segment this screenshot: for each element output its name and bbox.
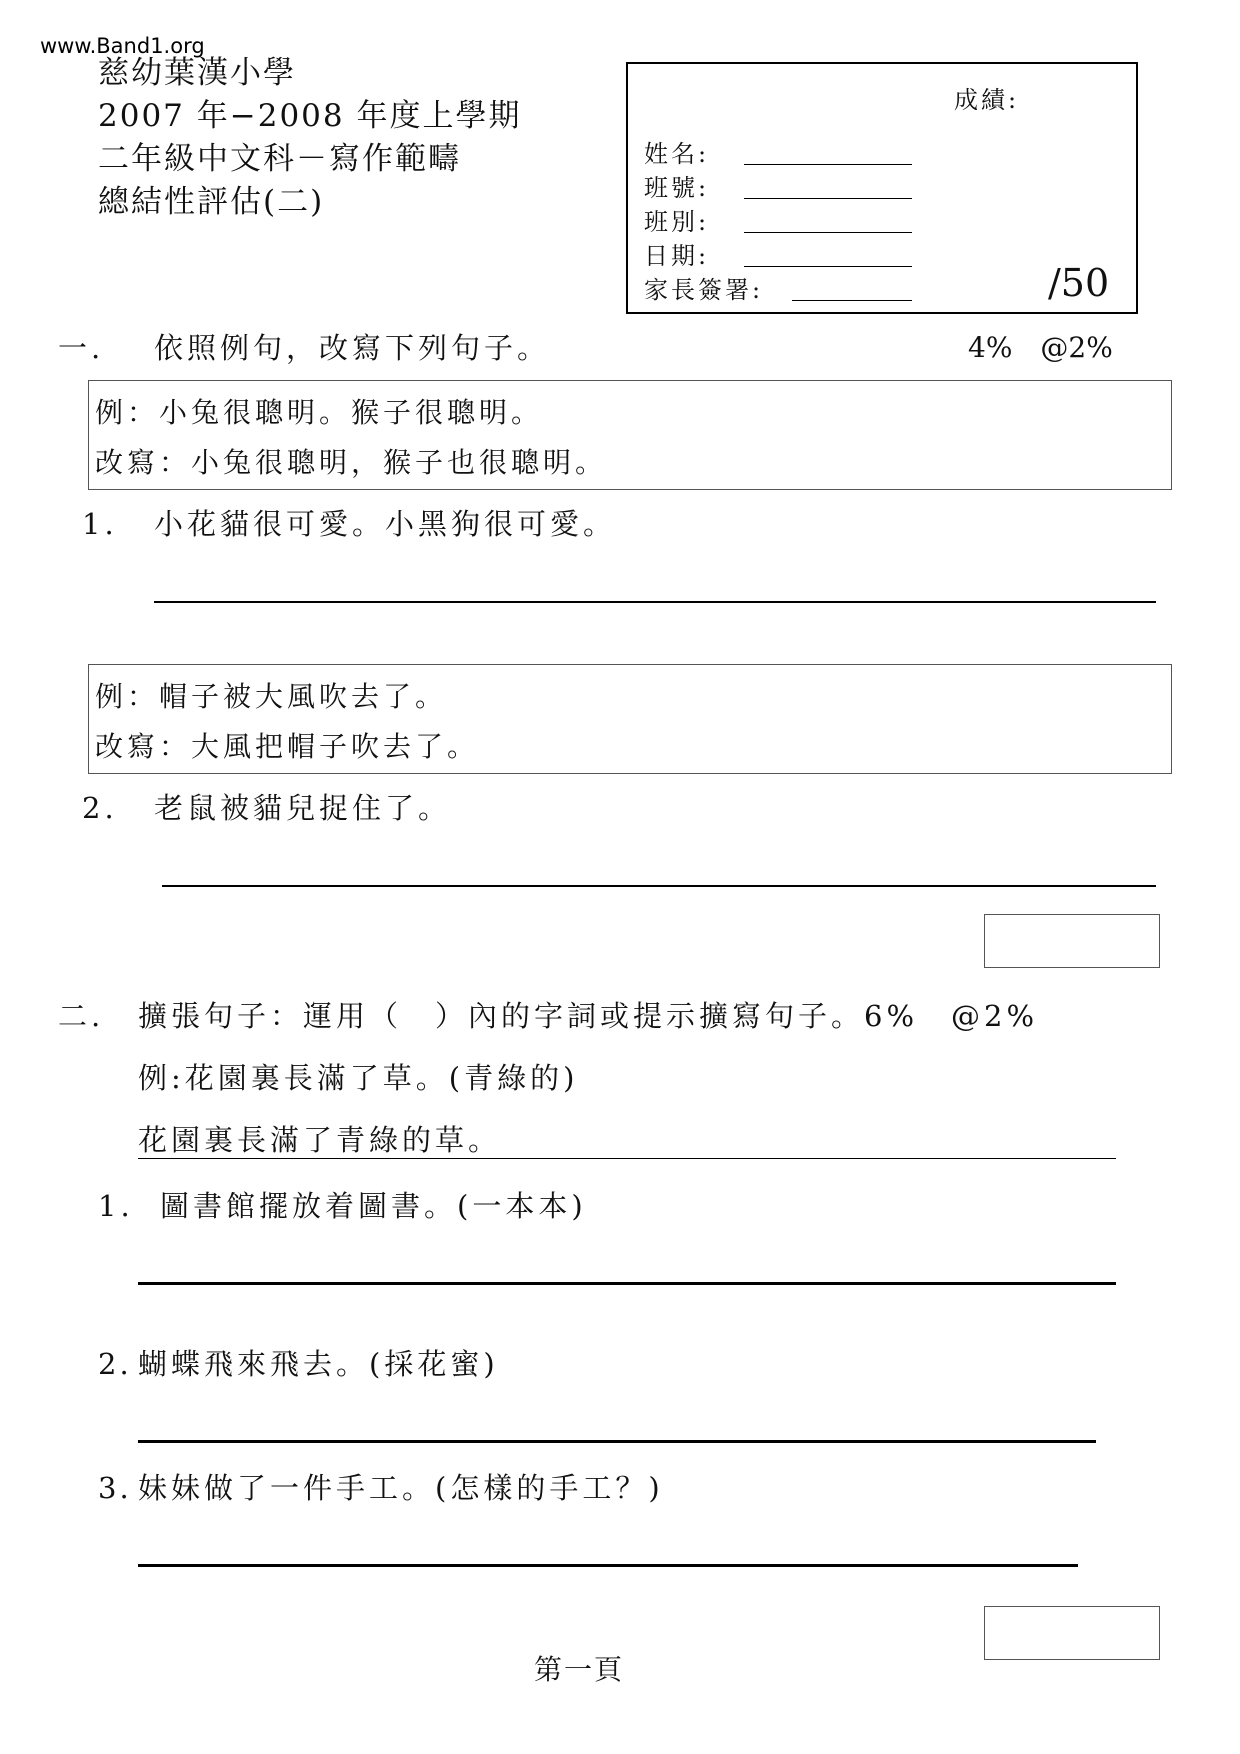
example2-line2: 改寫：大風把帽子吹去了。 <box>95 730 480 763</box>
section2-example-answer: 花園裏長滿了青綠的草。 <box>138 1123 502 1157</box>
answer-line[interactable] <box>162 885 1156 887</box>
class-blank[interactable] <box>744 232 912 233</box>
watermark: www.Band1.org <box>40 34 205 58</box>
section2-q2-number: 2. <box>98 1347 132 1381</box>
section2-q3-number: 3. <box>98 1471 132 1505</box>
section1-q1-number: 1. <box>82 507 118 541</box>
section2-example-question: 例:花園裏長滿了草。(青綠的) <box>138 1061 579 1095</box>
answer-line[interactable] <box>138 1440 1096 1443</box>
date-label: 日期: <box>644 242 710 270</box>
parent-signature-blank[interactable] <box>792 300 912 301</box>
answer-line[interactable] <box>138 1282 1116 1285</box>
example1-line2: 改寫：小兔很聰明，猴子也很聰明。 <box>95 446 608 479</box>
section1-instruction: 依照例句，改寫下列句子。 <box>154 331 551 365</box>
section1-q1-text: 小花貓很可愛。小黑狗很可愛。 <box>154 507 617 541</box>
score-label: 成績: <box>954 86 1020 114</box>
section2-instruction: 擴張句子：運用（ ）內的字詞或提示擴寫句子。6% @2% <box>138 999 1039 1033</box>
score-box-section2[interactable] <box>984 1606 1160 1660</box>
section1-q2-text: 老鼠被貓兒捉住了。 <box>154 791 452 825</box>
total-score: /50 <box>1048 261 1110 305</box>
school-name: 慈幼葉漢小學 <box>98 55 296 91</box>
name-blank[interactable] <box>744 164 912 165</box>
page-number: 第一頁 <box>534 1653 625 1686</box>
school-term: 2007 年−2008 年度上學期 <box>98 98 522 134</box>
section2-number: 二. <box>58 999 105 1033</box>
section1-number: 一. <box>58 331 105 365</box>
class-number-label: 班號: <box>644 174 710 202</box>
answer-line[interactable] <box>154 601 1156 603</box>
example-box-2 <box>88 664 1172 774</box>
section2-q2-text: 蝴蝶飛來飛去。(採花蜜) <box>138 1347 499 1381</box>
section1-marks: 4% @2% <box>968 331 1113 364</box>
class-number-blank[interactable] <box>744 198 912 199</box>
score-box-section1[interactable] <box>984 914 1160 968</box>
student-info-box <box>626 62 1138 314</box>
parent-signature-label: 家長簽署: <box>644 276 764 304</box>
section2-q1-text: 圖書館擺放着圖書。(一本本) <box>160 1189 587 1223</box>
example2-line1: 例：帽子被大風吹去了。 <box>95 680 448 713</box>
section2-q3-text: 妹妹做了一件手工。(怎樣的手工？) <box>138 1471 664 1505</box>
section2-q1-number: 1. <box>98 1189 134 1223</box>
class-label: 班別: <box>644 208 710 236</box>
assessment-title: 總結性評估(二) <box>98 184 325 220</box>
example-box-1 <box>88 380 1172 490</box>
example1-line1: 例：小兔很聰明。猴子很聰明。 <box>95 396 544 429</box>
example-answer-line <box>138 1158 1116 1159</box>
date-blank[interactable] <box>744 266 912 267</box>
section1-q2-number: 2. <box>82 791 118 825</box>
subject-title: 二年級中文科－寫作範疇 <box>98 141 461 177</box>
answer-line[interactable] <box>138 1564 1078 1567</box>
name-label: 姓名: <box>644 140 710 168</box>
